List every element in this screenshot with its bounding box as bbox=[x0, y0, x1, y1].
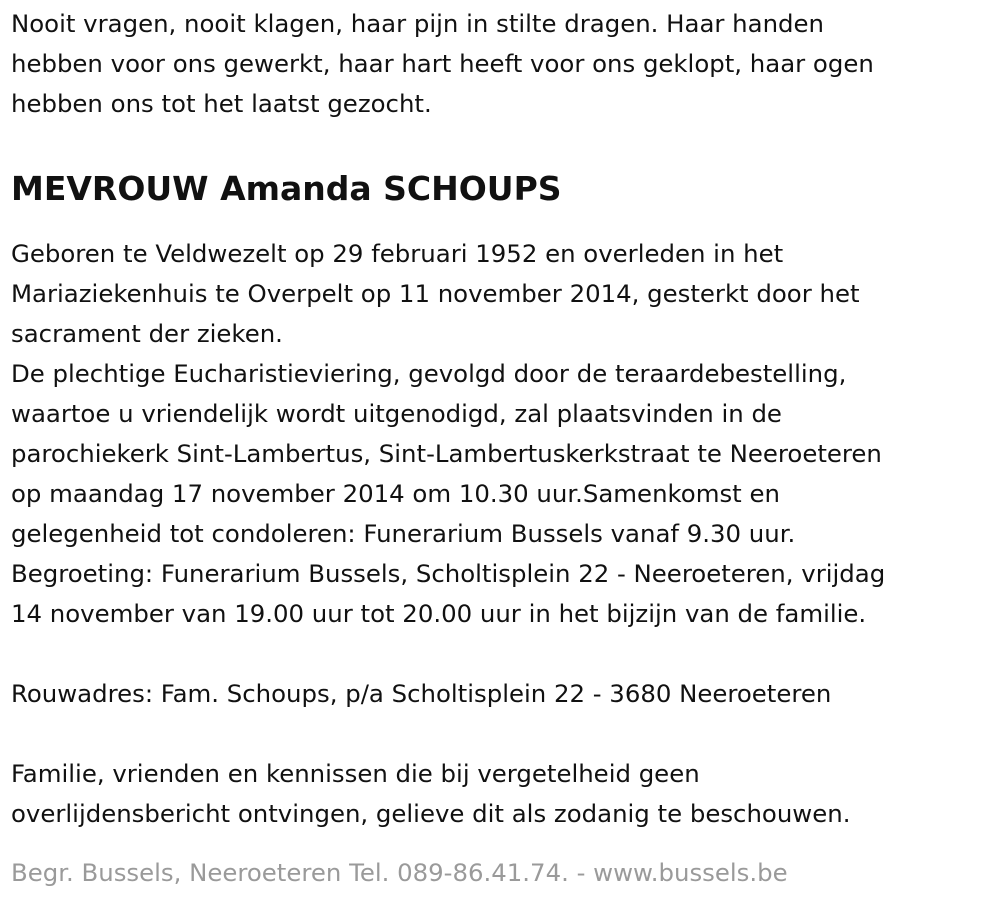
notice-paragraph bbox=[11, 754, 991, 834]
notice-line: Familie, vrienden en kennissen die bij vergetelheid geen bbox=[11, 759, 700, 789]
motto-line: hebben ons tot het laatst gezocht. bbox=[11, 89, 432, 118]
announcement-line: op maandag 17 november 2014 om 10.30 uur.Samenkomst en bbox=[11, 479, 780, 509]
announcement-line: parochiekerk Sint-Lambertus, Sint-Lambertuskerkstraat te Neeroeteren bbox=[11, 439, 882, 469]
memorial-motto bbox=[11, 0, 991, 124]
announcement-line: 14 november van 19.00 uur tot 20.00 uur in het bijzijn van de familie. bbox=[11, 599, 867, 629]
motto-line: hebben voor ons gewerkt, haar hart heeft voor ons geklopt, haar ogen bbox=[11, 49, 874, 78]
paragraph-spacer bbox=[11, 634, 991, 674]
mourning-address: Rouwadres: Fam. Schoups, p/a Scholtisplein 22 - 3680 Neeroeteren bbox=[11, 679, 832, 709]
announcement-line: waartoe u vriendelijk wordt uitgenodigd, zal plaatsvinden in de bbox=[11, 399, 782, 429]
motto-line: Nooit vragen, nooit klagen, haar pijn in stilte dragen. Haar handen bbox=[11, 9, 824, 38]
paragraph-spacer bbox=[11, 714, 991, 754]
notice-line: overlijdensbericht ontvingen, gelieve dit als zodanig te beschouwen. bbox=[11, 799, 851, 829]
announcement-line: gelegenheid tot condoleren: Funerarium Bussels vanaf 9.30 uur. bbox=[11, 519, 796, 549]
announcement-line: De plechtige Eucharistieviering, gevolgd door de teraardebestelling, bbox=[11, 359, 847, 389]
announcement-line: sacrament der zieken. bbox=[11, 319, 283, 349]
announcement-line: Mariaziekenhuis te Overpelt op 11 november 2014, gesterkt door het bbox=[11, 279, 860, 309]
deceased-name: MEVROUW Amanda SCHOUPS bbox=[11, 169, 562, 208]
obituary-notice bbox=[11, 0, 991, 834]
announcement-line: Geboren te Veldwezelt op 29 februari 1952 en overleden in het bbox=[11, 239, 784, 269]
announcement-line: Begroeting: Funerarium Bussels, Scholtisplein 22 - Neeroeteren, vrijdag bbox=[11, 559, 886, 589]
funeral-home-footer: Begr. Bussels, Neeroeteren Tel. 089-86.41.74. - www.bussels.be bbox=[11, 858, 788, 887]
funeral-announcement bbox=[11, 234, 991, 634]
